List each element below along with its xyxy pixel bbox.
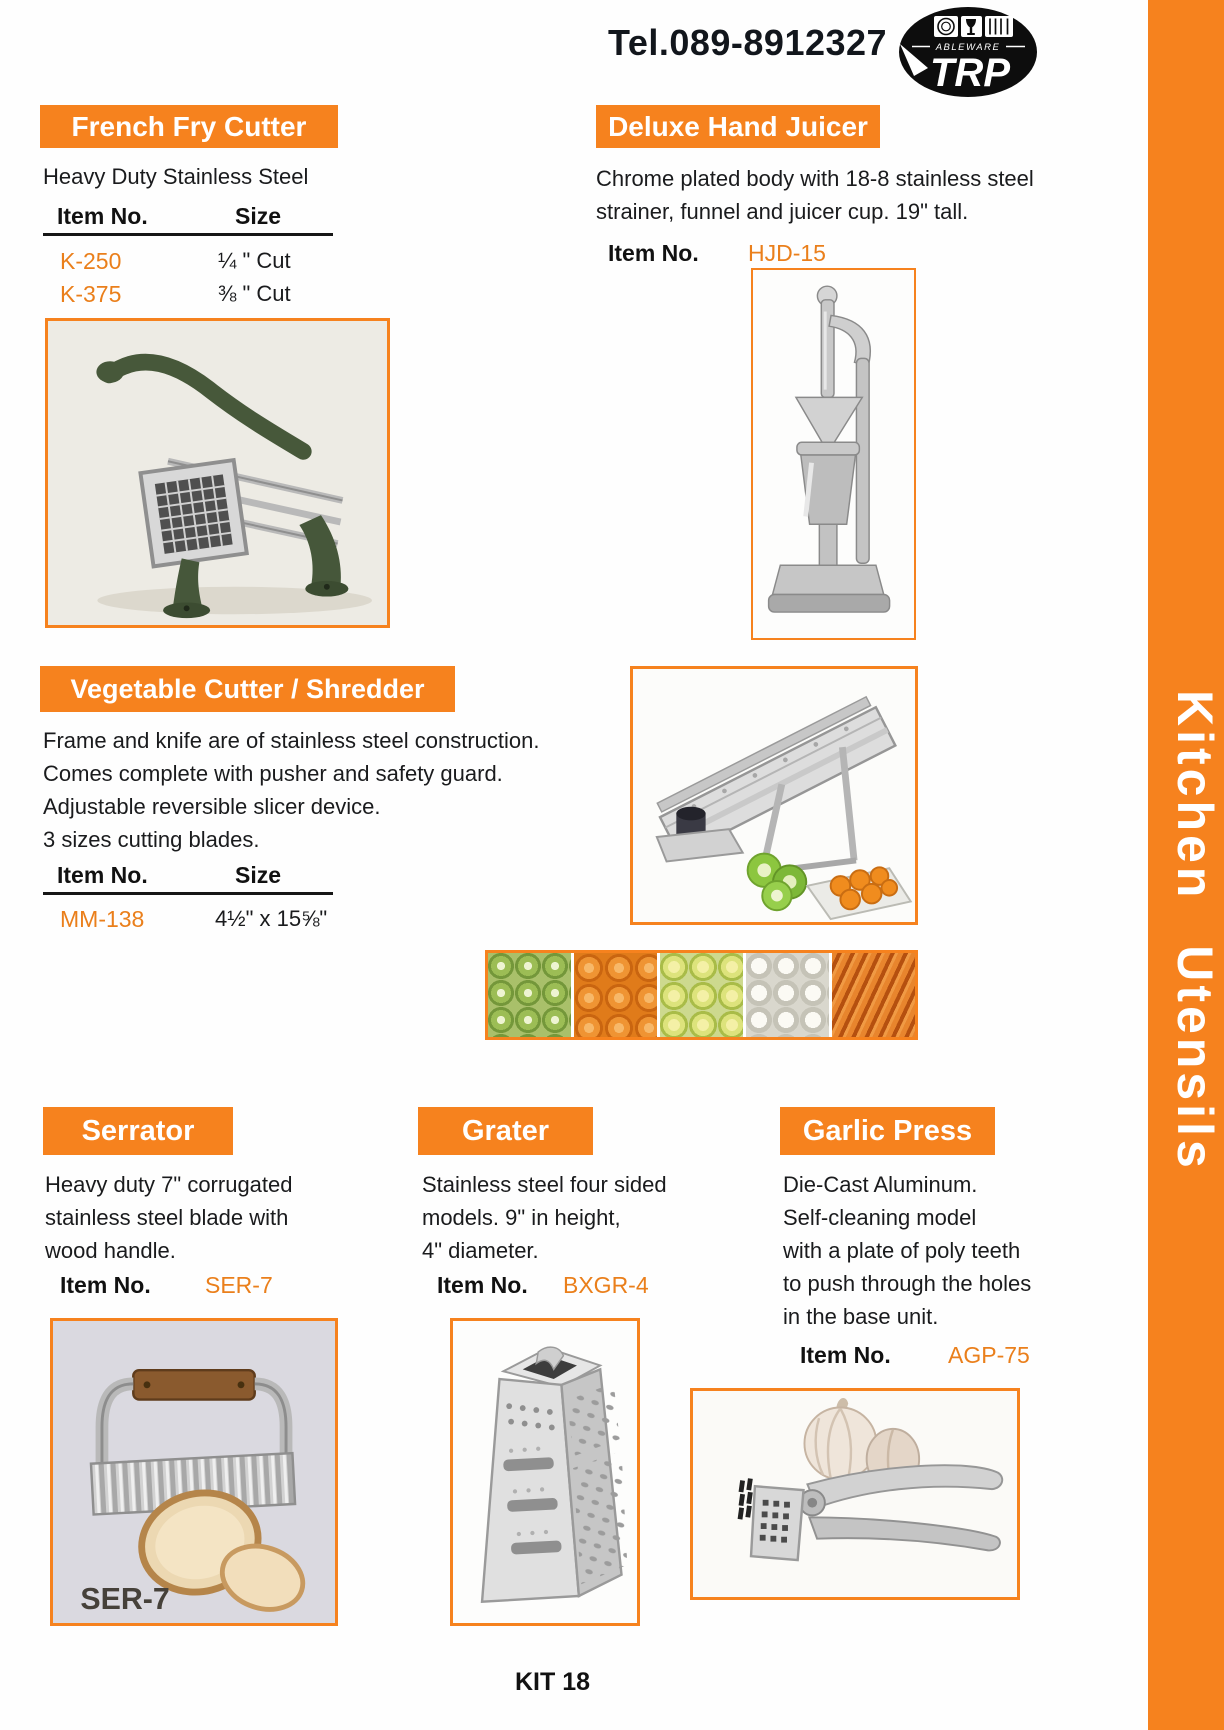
serrator-photo [50, 1318, 338, 1626]
table-rule [43, 892, 333, 895]
french-fry-cutter-photo [45, 318, 390, 628]
grater-description-line: Stainless steel four sided [422, 1172, 667, 1197]
item-no-value: HJD-15 [748, 240, 826, 266]
plate-icon [934, 16, 958, 37]
table-row-item-no: MM-138 [60, 906, 145, 932]
column-header-size: Size [235, 862, 282, 888]
item-no-value: SER-7 [205, 1272, 273, 1298]
column-header-item-no: Item No. [57, 862, 148, 888]
garlic-press-description-line: in the base unit. [783, 1304, 939, 1329]
section-title-deluxe-hand-juicer: Deluxe Hand Juicer [596, 105, 880, 148]
item-no-label: Item No. [60, 1272, 151, 1298]
section-title-grater: Grater [418, 1107, 593, 1155]
item-no-value: BXGR-4 [563, 1272, 649, 1298]
shredded-carrot-photo [832, 953, 915, 1037]
grater-description-line: 4" diameter. [422, 1238, 539, 1263]
vegetable-cutter-description-line: Comes complete with pusher and safety guard. [43, 761, 503, 786]
garlic-press-description-line: Die-Cast Aluminum. [783, 1172, 978, 1197]
table-row-size: ¼ " Cut [218, 248, 291, 273]
sliced-vegetables-strip-photo [485, 950, 918, 1040]
trp-ableware-logo [898, 6, 1038, 98]
serrator-photo-caption: SER-7 [80, 1583, 170, 1617]
serrator-description-line: Heavy duty 7" corrugated [45, 1172, 293, 1197]
radish-slices-photo [746, 953, 829, 1037]
table-row-size: ⅜ " Cut [218, 281, 291, 306]
cutlery-icon [985, 16, 1013, 37]
item-no-label: Item No. [800, 1342, 891, 1368]
page-code: KIT 18 [515, 1668, 591, 1696]
table-row-size: 4½" x 15⅝" [215, 906, 328, 931]
section-title-vegetable-cutter: Vegetable Cutter / Shredder [40, 666, 455, 712]
garlic-press-description-line: Self-cleaning model [783, 1205, 977, 1230]
item-no-label: Item No. [608, 240, 699, 266]
serrator-description-line: stainless steel blade with [45, 1205, 289, 1230]
phone-number: Tel.089-8912327 [608, 22, 888, 63]
garlic-press-photo [690, 1388, 1020, 1600]
vegetable-cutter-description-line: Frame and knife are of stainless steel construction. [43, 728, 540, 753]
vegetable-cutter-photo [630, 666, 918, 925]
serrator-description-line: wood handle. [45, 1238, 176, 1263]
grater-photo [450, 1318, 640, 1626]
garlic-press-description-line: with a plate of poly teeth [783, 1238, 1021, 1263]
carrot-slices-photo [574, 953, 657, 1037]
grater-description-line: models. 9" in height, [422, 1205, 621, 1230]
cucumber-slices-photo [488, 953, 571, 1037]
logo-subbrand: ABLEWARE [935, 42, 1001, 53]
french-fry-cutter-description: Heavy Duty Stainless Steel [43, 164, 309, 189]
column-header-size: Size [235, 203, 282, 229]
item-no-label: Item No. [437, 1272, 528, 1298]
vegetable-cutter-description-line: Adjustable reversible slicer device. [43, 794, 381, 819]
section-title-french-fry-cutter: French Fry Cutter [40, 105, 338, 148]
garlic-press-description-line: to push through the holes [783, 1271, 1032, 1296]
column-header-item-no: Item No. [57, 203, 148, 229]
section-title-serrator: Serrator [43, 1107, 233, 1155]
goblet-icon [961, 16, 982, 37]
juicer-description-line: Chrome plated body with 18-8 stainless steel [596, 166, 1034, 191]
section-title-garlic-press: Garlic Press [780, 1107, 995, 1155]
deluxe-hand-juicer-photo [751, 268, 916, 640]
juicer-description-line: strainer, funnel and juicer cup. 19" tall. [596, 199, 969, 224]
lime-slices-photo [660, 953, 743, 1037]
logo-brand: TRP [930, 51, 1010, 95]
table-row-item-no: K-375 [60, 281, 122, 307]
vegetable-cutter-description-line: 3 sizes cutting blades. [43, 827, 260, 852]
table-row-item-no: K-250 [60, 248, 122, 274]
table-rule [43, 233, 333, 236]
category-sidebar-label: Kitchen Utensils [1167, 690, 1223, 1172]
item-no-value: AGP-75 [948, 1342, 1030, 1368]
